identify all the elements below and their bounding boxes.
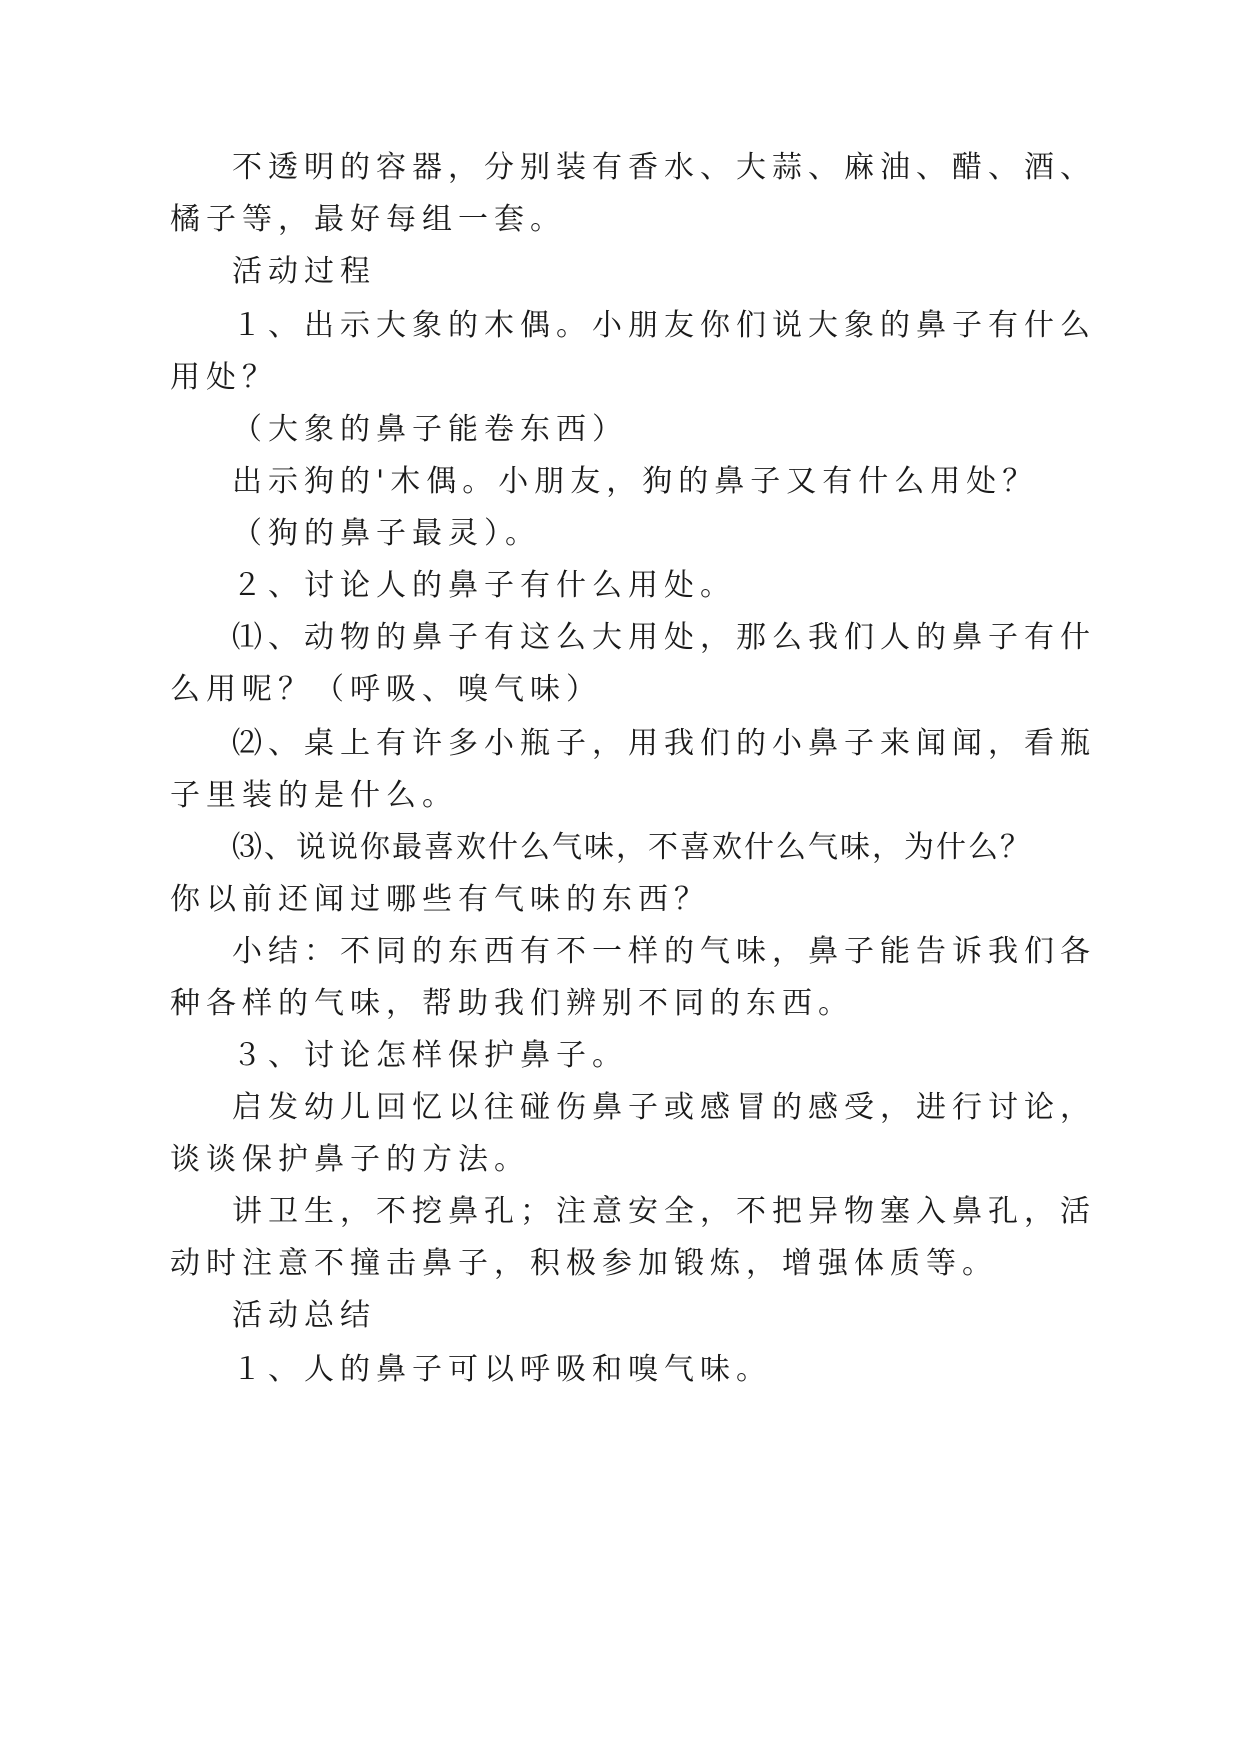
text-line: 动时注意不撞击鼻子，积极参加锻炼，增强体质等。 xyxy=(170,1246,998,1281)
text-line: （大象的鼻子能卷东西） xyxy=(232,412,628,447)
text-line: 讲卫生，不挖鼻孔；注意安全，不把异物塞入鼻孔，活 xyxy=(232,1194,1096,1229)
text-line: １、出示大象的木偶。小朋友你们说大象的鼻子有什么 xyxy=(232,308,1096,343)
text-line: 子里装的是什么。 xyxy=(170,778,458,813)
section-heading: 活动总结 xyxy=(232,1298,376,1333)
text-line: 你以前还闻过哪些有气味的东西？ xyxy=(170,882,710,917)
text-line: 种各样的气味，帮助我们辨别不同的东西。 xyxy=(170,986,854,1021)
section-heading: 活动过程 xyxy=(232,254,376,289)
text-line: （狗的鼻子最灵）。 xyxy=(232,516,541,551)
text-line: 小结：不同的东西有不一样的气味，鼻子能告诉我们各 xyxy=(232,934,1096,969)
text-line: 用处？ xyxy=(170,360,278,395)
text-line: 出示狗的'木偶。小朋友，狗的鼻子又有什么用处？ xyxy=(232,464,1039,499)
text-line: 么用呢？（呼吸、嗅气味） xyxy=(170,672,602,707)
text-line: ２、讨论人的鼻子有什么用处。 xyxy=(232,568,736,603)
text-line: ⑴、动物的鼻子有这么大用处，那么我们人的鼻子有什 xyxy=(232,620,1096,655)
text-line: ⑶、说说你最喜欢什么气味，不喜欢什么气味，为什么？ xyxy=(232,830,1032,865)
text-line: ⑵、桌上有许多小瓶子，用我们的小鼻子来闻闻，看瓶 xyxy=(232,726,1096,761)
text-line: ３、讨论怎样保护鼻子。 xyxy=(232,1038,628,1073)
text-line: １、人的鼻子可以呼吸和嗅气味。 xyxy=(232,1352,772,1387)
text-line: 橘子等，最好每组一套。 xyxy=(170,202,566,237)
text-line: 启发幼儿回忆以往碰伤鼻子或感冒的感受，进行讨论， xyxy=(232,1090,1096,1125)
text-line: 谈谈保护鼻子的方法。 xyxy=(170,1142,530,1177)
text-line: 不透明的容器，分别装有香水、大蒜、麻油、醋、酒、 xyxy=(232,150,1096,185)
